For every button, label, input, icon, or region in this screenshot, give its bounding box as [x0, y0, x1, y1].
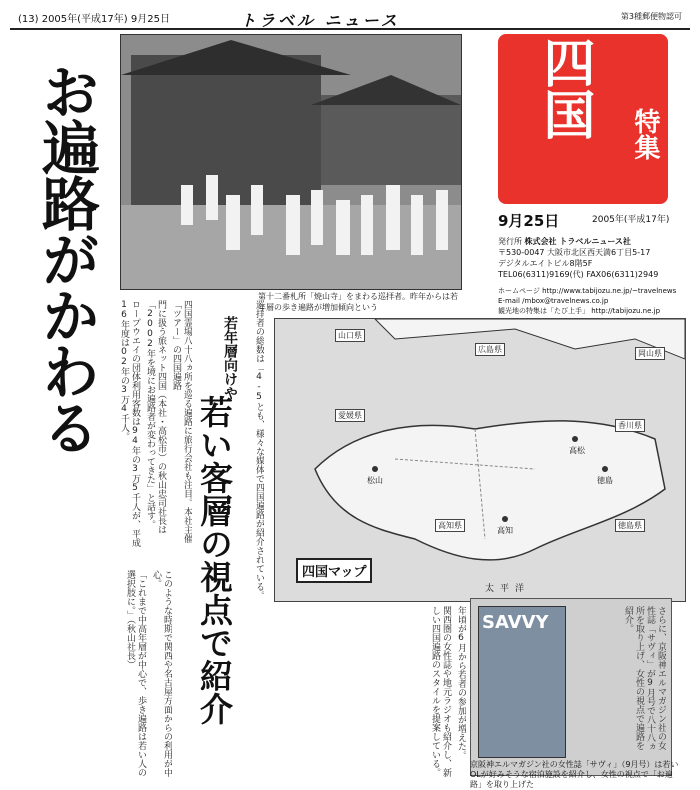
map-label-kochi: 高知県 — [435, 519, 465, 532]
site-note: 観光地の特集は「たび上手」 http://tabijozu.ne.jp — [498, 307, 661, 315]
kicker-headline: 若年層向けや — [222, 316, 238, 400]
temple-photo — [120, 34, 462, 290]
page-header — [10, 6, 690, 30]
map-title: 四国マップ — [296, 558, 372, 583]
paragraph: このような時期で関西や名古屋方面からの利用が中心。 — [151, 570, 172, 777]
publisher-address: 〒530-0047 大阪市北区西天満6丁目5-17 — [498, 248, 651, 257]
sub-headline: 若い客層の視点で紹介 — [195, 395, 234, 725]
paragraph: さらに、京阪神エルマガジン社の女性誌「サヴィ」が9月号で八十八ヵ所を取り上げ、女性の視点で遍路を紹介。 — [623, 606, 666, 751]
publisher-phone: TEL06(6311)9169(代) FAX06(6311)2949 — [498, 270, 659, 279]
publisher-name: 株式会社 トラベルニュース社 — [524, 237, 631, 246]
masthead: トラベル ニュース — [240, 11, 400, 30]
article-column-left — [112, 300, 192, 560]
magazine-caption: 京阪神エルマガジン社の女性誌「サヴィ」（9月号）は若いOLが好みそうな宿泊施設を紹介し、女性の視点で「お遍路」を取り上げた — [470, 760, 679, 789]
homepage: ホームページ http://www.tabijozu.ne.jp/~travelnews — [498, 287, 677, 295]
publisher-building: デジタルエイトビル8階5F — [498, 259, 593, 268]
map-label-tokushima: 徳島県 — [615, 519, 645, 532]
badge-title-text: 四国 — [534, 36, 594, 140]
map-place-kochi: 高知 — [497, 526, 513, 535]
article-column-bottom-left — [12, 570, 172, 780]
map-label-yamaguchi: 山口県 — [335, 329, 365, 342]
contact-block — [498, 286, 688, 316]
paragraph: 関西圏の女性誌や地元ラジオも紹介し、新しい四国遍路のスタイルを提案している。 — [430, 606, 451, 777]
paragraph: 四国霊場八十八ヵ所を巡る遍路に旅行会社も注目。本社主催「ツアー」の四国遍路 — [171, 300, 192, 543]
paragraph: 巡拝者の総数は「4-5とも、様々な媒体で四国遍路が紹介されている。 — [254, 300, 264, 600]
paragraph: 「これまで中高年層が中心で、歩き遍路は若い人の選択肢に。」（秋山社長） — [125, 570, 146, 777]
magazine-spread-text — [570, 606, 666, 756]
magazine-cover-title: SAVVY — [482, 612, 549, 633]
paragraph: 門に扱う旅ネット四国（本社・高松市）の秋山忠司社長は「2002年を境にお遍路者が変わってきた」と話す。 — [145, 300, 166, 534]
photo-caption: 第十二番札所「焼山寺」をまわる巡拝者。昨年からは若年層の歩き遍路が増加傾向という — [258, 292, 458, 312]
publisher-block — [498, 236, 688, 280]
map-place-tokushima: 徳島 — [597, 476, 613, 485]
map-place-matsuyama: 松山 — [367, 476, 383, 485]
paragraph: 年頃が6月から若者の参加が増えた。 — [456, 606, 466, 760]
main-headline: お遍路がかわる — [32, 62, 100, 454]
map-label-okayama: 岡山県 — [635, 347, 665, 360]
map-label-kagawa: 香川県 — [615, 419, 645, 432]
map-label-hiroshima: 広島県 — [475, 343, 505, 356]
temple-photo-illustration — [121, 35, 461, 289]
map-label-ehime: 愛媛県 — [335, 409, 365, 422]
issue-info: (13) 2005年(平成17年) 9月25日 — [18, 14, 170, 25]
badge-title — [510, 36, 618, 140]
badge-subtitle: 特集 — [630, 108, 660, 160]
paragraph: ロープウエイの団体利用客数は94年の3万5千人が、平成16年度は02年の3万4千人。 — [119, 300, 140, 547]
article-column-right-top — [274, 300, 494, 314]
publisher-label: 発行所 — [498, 237, 522, 246]
special-date: 9月25日 — [498, 212, 560, 230]
class-note: 第3種郵便物認可 — [620, 12, 682, 21]
map-place-pacific: 太平洋 — [485, 584, 531, 594]
article-column-middle — [240, 606, 466, 782]
email: E-mail /mbox@travelnews.co.jp — [498, 297, 609, 305]
special-year: 2005年(平成17年) — [592, 215, 670, 225]
article-column-middle-top — [244, 300, 264, 600]
map-place-takamatsu: 高松 — [569, 446, 585, 455]
